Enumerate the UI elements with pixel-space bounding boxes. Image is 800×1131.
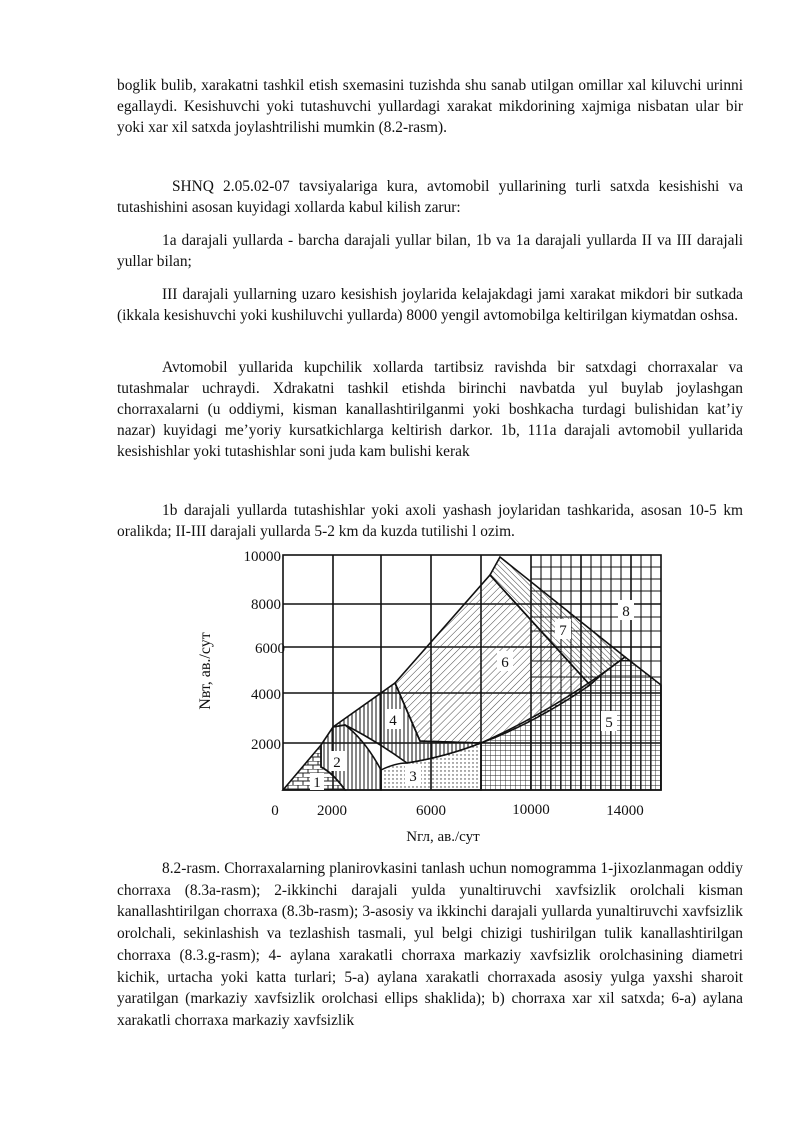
y-tick-2000: 2000 (251, 737, 281, 753)
x-tick-10000: 10000 (512, 802, 550, 818)
y-tick-4000: 4000 (251, 687, 281, 703)
svg-text:7: 7 (559, 623, 567, 639)
x-axis-label: Nгл, ав./сут (406, 829, 480, 845)
region-label-8 (618, 600, 634, 620)
svg-text:6: 6 (501, 655, 509, 671)
paragraph-4: III darajali yullarning uzaro kesishish joylarida kelajakdagi jami xarakat mikdori bir sutkada (ikkala kesishuvchi yoki kushiluvchi yullarda) 8000 yengil avtomobilga keltirilgan kiymatdan oshsa. (117, 286, 743, 324)
y-tick-10000: 10000 (243, 549, 281, 565)
y-tick-8000: 8000 (251, 597, 281, 613)
x-tick-2000: 2000 (317, 803, 347, 819)
figure-caption: 8.2-rasm. Chorraxalarning planirovkasini tanlash uchun nomogramma 1-jixozlanmagan oddiy chorraxa (8.3a-rasm); 2-ikkinchi darajali yulda yunaltiruvchi xavfsizlik orolchali kisman kanallashtirilgan chorraxa (8.3b-rasm); 3-asosiy va ikkinchi darajali yullarda yunaltiruvchi xavfsizlik orolchali, sekinlashish va tezlashish tasmali, yul belgi chizigi tushirilgan tulik kanallashtirilgan chorraxa (8.3.g-rasm); 4- aylana xarakatli chorraxa markaziy xavfsizlik orolchasining diametri kichik, urtacha yoki katta turlari; 5-a) aylana xarakatli chorraxada asosiy yulga yaxshi sharoit yaratilgan (markaziy xavfsizlik orolchasi ellips shaklida); b) chorraxa xar xil satxda; 6-a) aylana xarakatli chorraxa markaziy xavfsizlik (117, 860, 743, 1029)
x-tick-6000: 6000 (416, 803, 446, 819)
region-label-3 (405, 765, 421, 785)
paragraph-1: boglik bulib, xarakatni tashkil etish sxemasini tuzishda shu sanab utilgan omillar xal kiluvchi urinni egallaydi. Kesishuvchi yoki tutashuvchi yullardagi xarakat mikdorining xajmiga nisbatan ular bir yoki xar xil satxda joylashtrilishi mumkin (8.2-rasm). (117, 77, 743, 136)
svg-text:4: 4 (389, 713, 397, 729)
svg-text:1: 1 (313, 775, 321, 791)
paragraph-2: SHNQ 2.05.02-07 tavsiyalariga kura, avtomobil yullarining turli satxda kesishishi va tutashishini asosan kuyidagi xollarda kabul kilish zarur: (117, 178, 743, 216)
y-axis-label: Nвт, ав./сут (197, 632, 214, 710)
region-label-7 (555, 619, 571, 639)
svg-text:3: 3 (409, 769, 417, 785)
region-label-6 (497, 651, 513, 671)
paragraph-6: 1b darajali yullarda tutashishlar yoki axoli yashash joylaridan tashkarida, asosan 10-5 km oralikda; II-III darajali yullarda 5-2 km da kuzda tutilishi l ozim. (117, 502, 743, 540)
paragraph-3: 1a darajali yullarda - barcha darajali yullar bilan, 1b va 1a darajali yullarda II va III darajali yullar bilan; (117, 232, 743, 270)
nomogram-figure (195, 545, 675, 850)
y-tick-6000: 6000 (255, 641, 285, 657)
svg-text:2: 2 (333, 755, 341, 771)
region-label-5 (601, 711, 617, 731)
paragraph-5: Avtomobil yullarida kupchilik xollarda tartibsiz ravishda bir satxdagi chorraxalar va tutashmalar uchraydi. Xdrakatni tashkil etishda birinchi navbatda yul buylab joylashgan chorraxalarni (u oddiymi, kisman kanallashtirilganmi yoki boshkacha turdagi bulishidan kat’iy nazar) kuyidagi me’yoriy kursatkichlarga keltirish darkor. 1b, 111a darajali avtomobil yullarida kesishishlar yoki tutashishlar soni juda kam bulishi kerak (117, 359, 743, 460)
svg-text:5: 5 (605, 715, 613, 731)
region-label-1 (310, 773, 324, 791)
nomogram-svg (195, 545, 675, 850)
region-label-2 (330, 751, 345, 771)
svg-text:8: 8 (622, 604, 630, 620)
x-tick-0: 0 (271, 803, 279, 819)
region-label-4 (385, 709, 401, 729)
x-tick-14000: 14000 (606, 803, 644, 819)
